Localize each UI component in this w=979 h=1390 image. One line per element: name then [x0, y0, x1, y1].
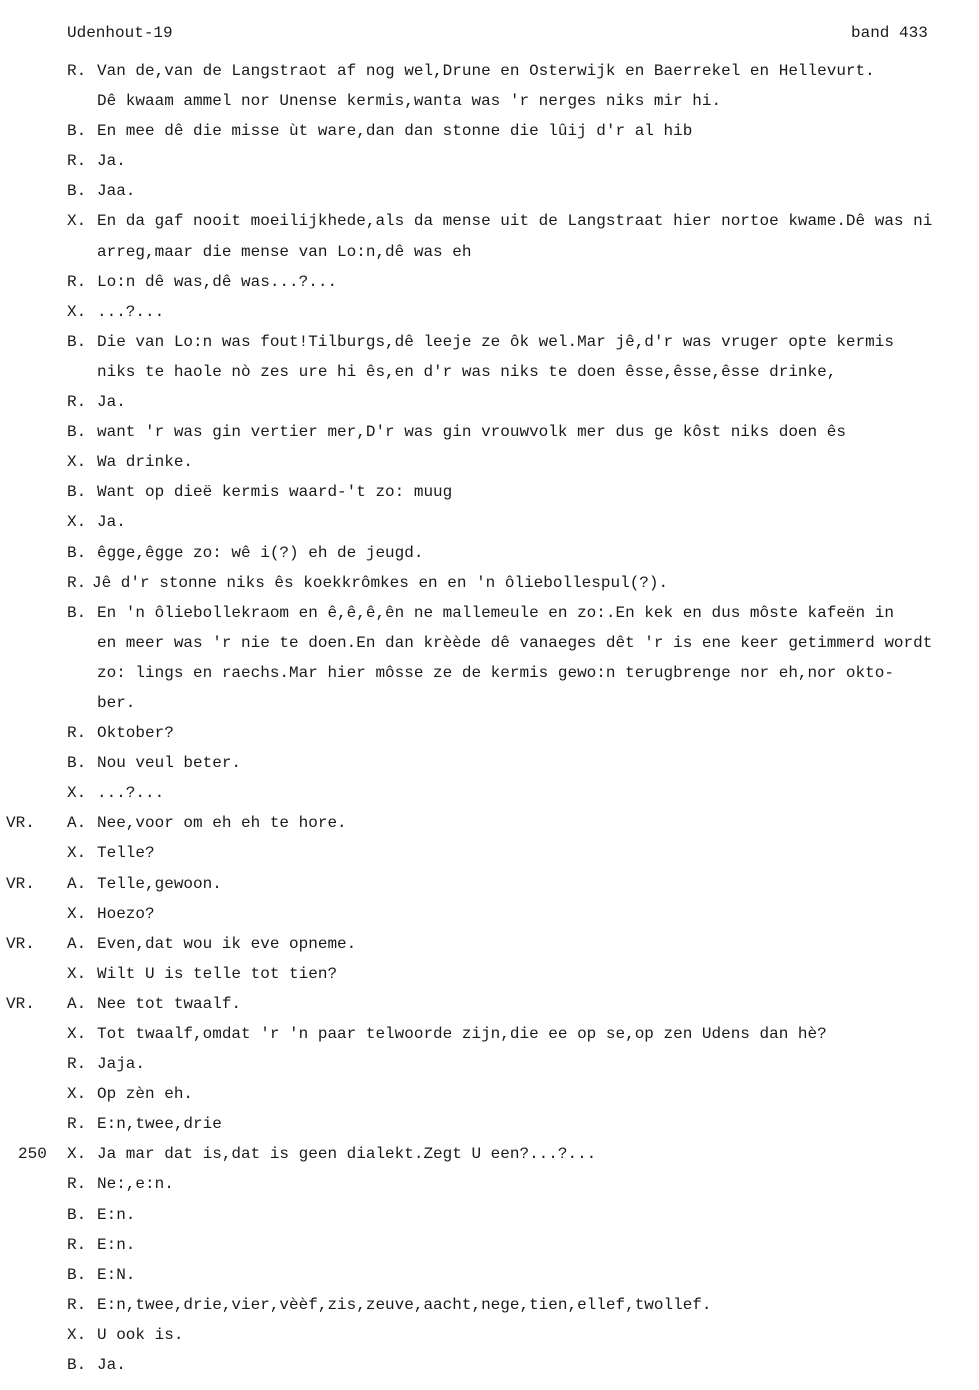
transcript-line: [0, 1230, 979, 1260]
utterance-text: Ja.: [97, 513, 126, 532]
transcript-line: [0, 387, 979, 417]
speaker-label: B.: [67, 1265, 87, 1284]
transcript-line: [0, 1109, 979, 1139]
transcript-line: [0, 718, 979, 748]
transcript-line: [0, 56, 979, 86]
margin-note: VR.: [6, 994, 35, 1013]
speaker-label: X.: [67, 1145, 87, 1164]
utterance-text: Lo:n dê was,dê was...?...: [97, 272, 338, 291]
speaker-label: B.: [67, 483, 87, 502]
transcript-line: [0, 86, 979, 116]
utterance-text: ...?...: [97, 784, 165, 803]
utterance-text: arreg,maar die mense van Lo:n,dê was eh: [97, 242, 472, 261]
speaker-label: R.: [67, 1055, 87, 1074]
transcript-line: [0, 146, 979, 176]
transcript-line: [0, 989, 979, 1019]
transcript-line: [0, 507, 979, 537]
utterance-text: Ja mar dat is,dat is geen dialekt.Zegt U een?...?...: [97, 1145, 597, 1164]
utterance-text: U ook is.: [97, 1325, 184, 1344]
speaker-label: X.: [67, 212, 87, 231]
transcript-line: [0, 929, 979, 959]
speaker-label: A.: [67, 814, 87, 833]
transcript-line: [0, 297, 979, 327]
speaker-label: X.: [67, 1085, 87, 1104]
utterance-text: Oktober?: [97, 724, 174, 743]
utterance-text: Telle,gewoon.: [97, 874, 222, 893]
transcript-line: [0, 1350, 979, 1380]
utterance-text: want 'r was gin vertier mer,D'r was gin vrouwvolk mer dus ge kôst niks doen ês: [97, 423, 846, 442]
utterance-text: E:n.: [97, 1205, 136, 1224]
transcript-line: [0, 1049, 979, 1079]
utterance-text: En da gaf nooit moeilijkhede,als da mense uit de Langstraat hier nortoe kwame.Dê was ni: [97, 212, 933, 231]
speaker-label: R.: [67, 1175, 87, 1194]
utterance-text: Die van Lo:n was fout!Tilburgs,dê leeje ze ôk wel.Mar jê,d'r was vruger opte kermis: [97, 332, 894, 351]
transcript-lines: [0, 56, 979, 1380]
transcript-line: [0, 206, 979, 236]
utterance-text: Want op dieë kermis waard-'t zo: muug: [97, 483, 453, 502]
transcript-line: [0, 869, 979, 899]
speaker-label: B.: [67, 603, 87, 622]
utterance-text: Wa drinke.: [97, 453, 194, 472]
speaker-label: R.: [67, 62, 87, 80]
speaker-label: X.: [67, 964, 87, 983]
transcript-line: [0, 1290, 979, 1320]
speaker-label: R.: [67, 724, 87, 743]
speaker-label: R.: [67, 393, 87, 412]
speaker-label: B.: [67, 543, 87, 562]
speaker-label: R.: [67, 1115, 87, 1134]
utterance-text: zo: lings en raechs.Mar hier môsse ze de kermis gewo:n terugbrenge nor eh,nor okto-: [97, 663, 894, 682]
speaker-label: B.: [67, 423, 87, 442]
transcript-line: [0, 538, 979, 568]
speaker-label: X.: [67, 904, 87, 923]
speaker-label: X.: [67, 453, 87, 472]
transcript-line: [0, 628, 979, 658]
utterance-text: Ja.: [97, 1356, 126, 1375]
transcript-line: [0, 1139, 979, 1169]
margin-note: 250: [18, 1145, 47, 1164]
utterance-text: Hoezo?: [97, 904, 155, 923]
transcript-line: [0, 447, 979, 477]
utterance-text: Nee tot twaalf.: [97, 994, 242, 1013]
utterance-text: Ja.: [97, 393, 126, 412]
utterance-text: E:N.: [97, 1265, 136, 1284]
utterance-text: Jê d'r stonne niks ês koekkrômkes en en 'n ôliebollespul(?).: [92, 573, 669, 592]
speaker-label: A.: [67, 874, 87, 893]
transcript-line: [0, 1260, 979, 1290]
transcript-line: [0, 237, 979, 267]
speaker-label: B.: [67, 1356, 87, 1375]
transcript-line: [0, 477, 979, 507]
utterance-text: En 'n ôliebollekraom en ê,ê,ê,ên ne mallemeule en zo:.En kek en dus môste kafeën in: [97, 603, 894, 622]
margin-note: VR.: [6, 874, 35, 893]
utterance-text: Even,dat wou ik eve opneme.: [97, 934, 357, 953]
speaker-label: X.: [67, 1325, 87, 1344]
transcript-line: [0, 176, 979, 206]
transcript-line: [0, 267, 979, 297]
speaker-label: B.: [67, 1205, 87, 1224]
utterance-text: êgge,êgge zo: wê i(?) eh de jeugd.: [97, 543, 424, 562]
transcript-line: [0, 1200, 979, 1230]
utterance-text: Ne:,e:n.: [97, 1175, 174, 1194]
utterance-text: Telle?: [97, 844, 155, 863]
speaker-label: R.: [67, 272, 87, 291]
speaker-label: X.: [67, 844, 87, 863]
utterance-text: Ja.: [97, 152, 126, 171]
transcript-line: [0, 568, 979, 598]
utterance-text: E:n.: [97, 1235, 136, 1254]
speaker-label: A.: [67, 994, 87, 1013]
transcript-line: [0, 1079, 979, 1109]
transcript-line: [0, 838, 979, 868]
speaker-label: X.: [67, 513, 87, 532]
utterance-text: Nou veul beter.: [97, 754, 242, 773]
speaker-label: X.: [67, 784, 87, 803]
speaker-label: B.: [67, 332, 87, 351]
transcript-line: [0, 658, 979, 688]
transcript-line: [0, 808, 979, 838]
utterance-text: Dê kwaam ammel nor Unense kermis,wanta was 'r nerges niks mir hi.: [97, 92, 722, 111]
transcript-line: [0, 357, 979, 387]
transcript-line: [0, 116, 979, 146]
transcript-line: [0, 598, 979, 628]
utterance-text: en meer was 'r nie te doen.En dan krèède dê vanaeges dêt 'r is ene keer getimmerd wordt: [97, 633, 933, 652]
speaker-label: X.: [67, 302, 87, 321]
utterance-text: En mee dê die misse ùt ware,dan dan stonne die lûij d'r al hib: [97, 122, 693, 141]
speaker-label: B.: [67, 754, 87, 773]
utterance-text: Jaja.: [97, 1055, 146, 1074]
transcript-line: [0, 778, 979, 808]
transcript-line: [0, 1320, 979, 1350]
utterance-text: E:n,twee,drie: [97, 1115, 222, 1134]
utterance-text: Tot twaalf,omdat 'r 'n paar telwoorde zijn,die ee op se,op zen Udens dan hè?: [97, 1025, 827, 1043]
utterance-text: Van de,van de Langstraot af nog wel,Drune en Osterwijk en Baerrekel en Hellevurt.: [97, 62, 875, 80]
utterance-text: E:n,twee,drie,vier,vèèf,zis,zeuve,aacht,nege,tien,ellef,twollef.: [97, 1295, 712, 1314]
transcript-line: [0, 748, 979, 778]
transcript-line: [0, 327, 979, 357]
header-right: band 433: [851, 24, 928, 42]
transcript-line: [0, 1169, 979, 1199]
utterance-text: Wilt U is telle tot tien?: [97, 964, 338, 983]
margin-note: VR.: [6, 934, 35, 953]
speaker-label: B.: [67, 182, 87, 201]
transcript-line: [0, 688, 979, 718]
transcript-line: [0, 417, 979, 447]
speaker-label: A.: [67, 934, 87, 953]
utterance-text: Nee,voor om eh eh te hore.: [97, 814, 347, 833]
speaker-label: R.: [67, 573, 87, 592]
utterance-text: ...?...: [97, 302, 165, 321]
transcript-line: [0, 959, 979, 989]
transcript-line: [0, 899, 979, 929]
transcript-line: [0, 1019, 979, 1049]
utterance-text: niks te haole nò zes ure hi ês,en d'r was niks te doen êsse,êsse,êsse drinke,: [97, 362, 837, 381]
utterance-text: Op zèn eh.: [97, 1085, 194, 1104]
header-left: Udenhout-19: [67, 24, 173, 42]
speaker-label: B.: [67, 122, 87, 141]
speaker-label: R.: [67, 152, 87, 171]
utterance-text: Jaa.: [97, 182, 136, 201]
speaker-label: R.: [67, 1295, 87, 1314]
utterance-text: ber.: [97, 693, 136, 712]
speaker-label: R.: [67, 1235, 87, 1254]
speaker-label: X.: [67, 1025, 87, 1043]
margin-note: VR.: [6, 814, 35, 833]
